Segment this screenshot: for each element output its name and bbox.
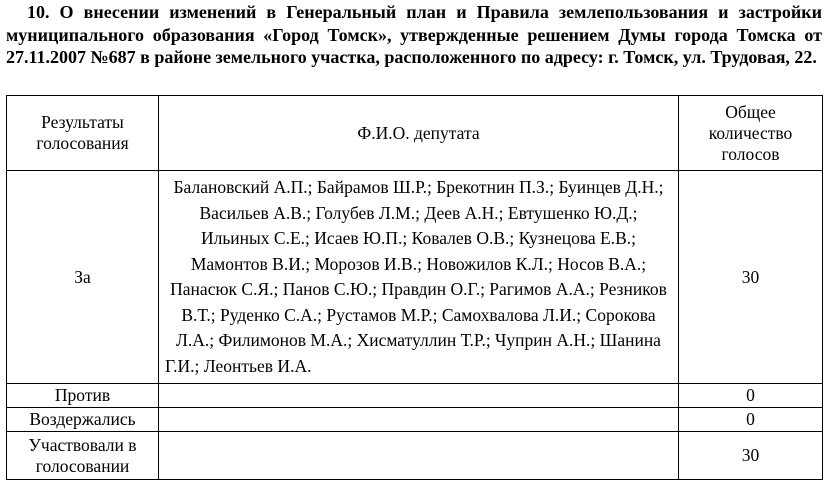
voting-results-table [6, 95, 823, 480]
deputies-list-against [159, 384, 679, 408]
count-participated: 30 [679, 432, 823, 480]
table-row-against [7, 384, 823, 408]
count-for: 30 [679, 171, 823, 384]
row-label-against: Против [7, 384, 159, 408]
row-label-for: За [7, 171, 159, 384]
count-against: 0 [679, 384, 823, 408]
header-voting-results: Результаты голосования [7, 96, 159, 171]
table-row-abstained [7, 408, 823, 432]
deputies-list-participated [159, 432, 679, 480]
header-deputy-name: Ф.И.О. депутата [159, 96, 679, 171]
table-row-for [7, 171, 823, 384]
deputies-list-for: Балановский А.П.; Байрамов Ш.Р.; Брекотнин П.З.; Буинцев Д.Н.; Васильев А.В.; Голубев Л.М.; Деев А.Н.; Евтушенко Ю.Д.; Ильиных С.Е.; Исаев Ю.П.; Ковалев О.В.; Кузнецова Е.В.; Мамонтов В.И.; Морозов И.В.; Новожилов К.Л.; Носов В.А.; Панасюк С.Я.; Панов С.Ю.; Правдин О.Г.; Рагимов А.А.; Резников В.Т.; Руденко С.А.; Рустамов М.Р.; Самохвалова Л.И.; Сорокова Л.А.; Филимонов М.А.; Хисматуллин Т.Р.; Чуприн А.Н.; Шанина Г.И.; Леонтьев И.А. [159, 171, 679, 384]
table-header-row [7, 96, 823, 171]
row-label-abstained: Воздержались [7, 408, 159, 432]
row-label-participated: Участвовали в голосовании [7, 432, 159, 480]
count-abstained: 0 [679, 408, 823, 432]
agenda-item-heading: 10. О внесении изменений в Генеральный план и Правила землепользования и застройки муниципального образования «Город Томск», утвержденные решением Думы города Томска от 27.11.2007 №687 в районе земельного участка, расположенного по адресу: г. Томск, ул. Трудовая, 22. [6, 2, 822, 67]
header-total-votes: Общее количество голосов [679, 96, 823, 171]
deputies-list-abstained [159, 408, 679, 432]
table-row-participated [7, 432, 823, 480]
